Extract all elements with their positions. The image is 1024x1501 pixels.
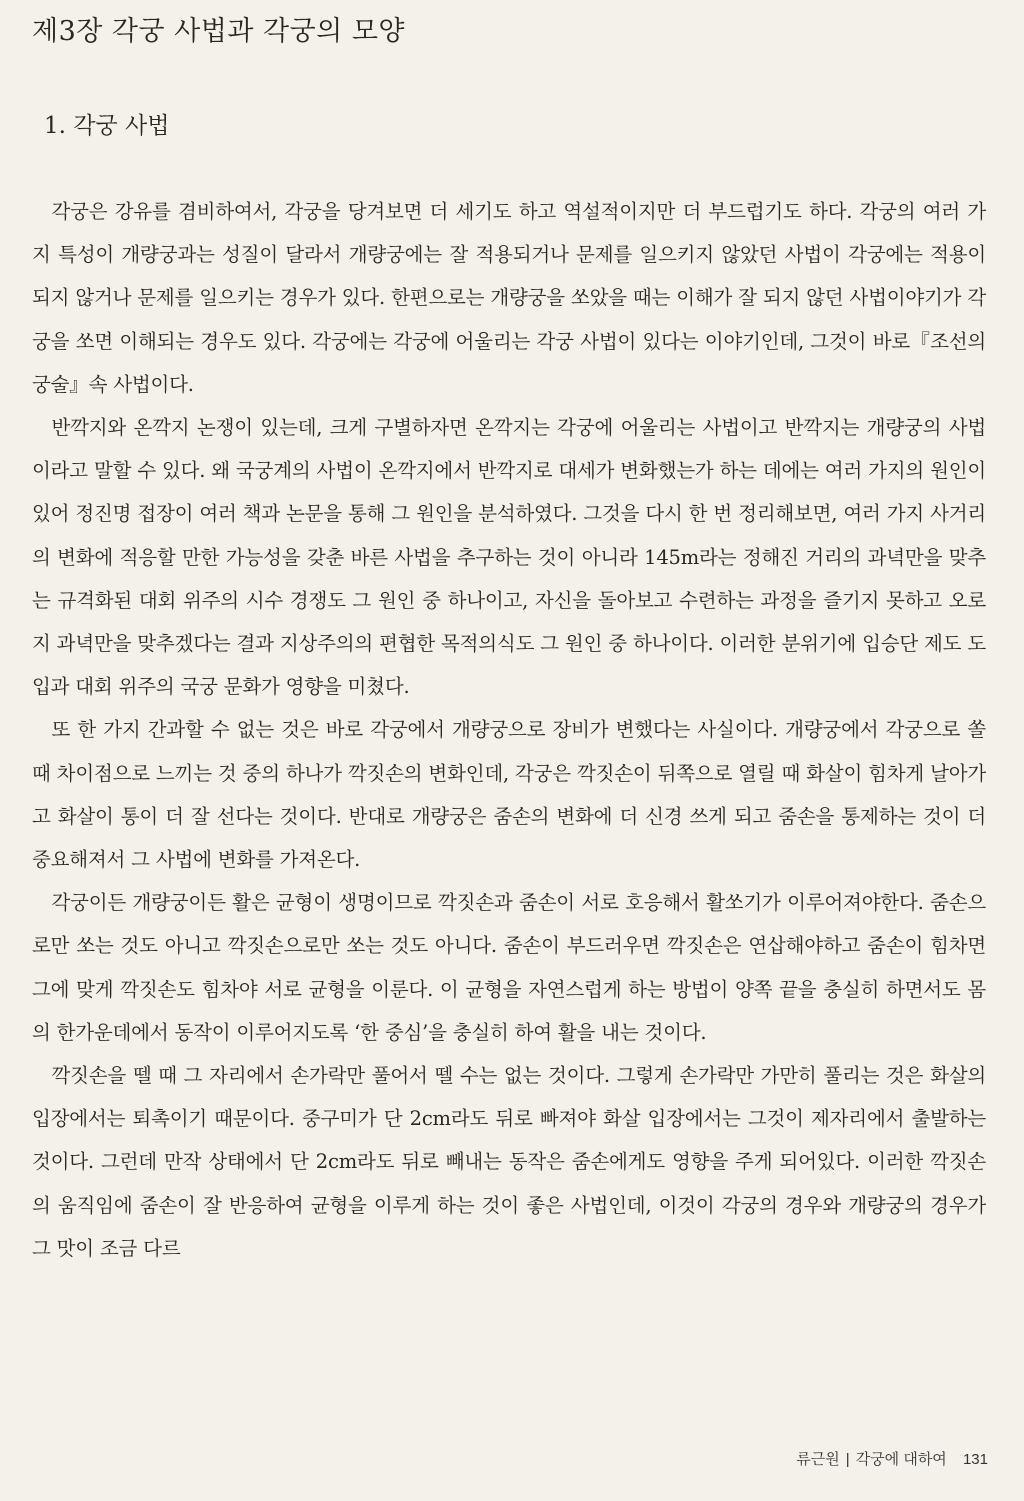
footer-author: 류근원 bbox=[796, 1451, 840, 1468]
footer-title: 각궁에 대하여 bbox=[855, 1451, 947, 1468]
section-title: 1. 각궁 사법 bbox=[44, 113, 170, 139]
body-text bbox=[32, 190, 986, 1270]
footer-separator: | bbox=[845, 1451, 850, 1468]
chapter-title: 제3장 각궁 사법과 각궁의 모양 bbox=[32, 16, 405, 47]
paragraph: 각궁이든 개량궁이든 활은 균형이 생명이므로 깍짓손과 줌손이 서로 호응해서 활쏘기가 이루어져야한다. 줌손으로만 쏘는 것도 아니고 깍짓손으로만 쏘는 것도 아니다. 줌손이 부드러우면 깍짓손은 연삽해야하고 줌손이 힘차면 그에 맞게 깍짓손도 힘차야 서로 균형을 이룬다. 이 균형을 자연스럽게 하는 방법이 양쪽 끝을 충실히 하면서도 몸의 한가운데에서 동작이 이루어지도록 ‘한 중심’을 충실히 하여 활을 내는 것이다. bbox=[32, 891, 986, 1044]
page-footer bbox=[796, 1448, 988, 1469]
paragraph: 또 한 가지 간과할 수 없는 것은 바로 각궁에서 개량궁으로 장비가 변했다는 사실이다. 개량궁에서 각궁으로 쏠 때 차이점으로 느끼는 것 중의 하나가 깍짓손의 변화인데, 각궁은 깍짓손이 뒤쪽으로 열릴 때 화살이 힘차게 날아가고 화살이 통이 더 잘 선다는 것이다. 반대로 개량궁은 줌손의 변화에 더 신경 쓰게 되고 줌손을 통제하는 것이 더 중요해져서 그 사법에 변화를 가져온다. bbox=[32, 718, 986, 872]
page-number: 131 bbox=[962, 1451, 988, 1468]
paragraph: 깍짓손을 뗄 때 그 자리에서 손가락만 풀어서 뗄 수는 없는 것이다. 그렇게 손가락만 가만히 풀리는 것은 화살의 입장에서는 퇴촉이기 때문이다. 중구미가 단 2cm라도 뒤로 빠져야 화살 입장에서는 그것이 제자리에서 출발하는 것이다. 그런데 만작 상태에서 단 2cm라도 뒤로 빼내는 동작은 줌손에게도 영향을 주게 되어있다. 이러한 깍짓손의 움직임에 줌손이 잘 반응하여 균형을 이루게 하는 것이 좋은 사법인데, 이것이 각궁의 경우와 개량궁의 경우가 그 맛이 조금 다르 bbox=[32, 1064, 986, 1260]
paragraph: 각궁은 강유를 겸비하여서, 각궁을 당겨보면 더 세기도 하고 역설적이지만 더 부드럽기도 하다. 각궁의 여러 가지 특성이 개량궁과는 성질이 달라서 개량궁에는 잘 적용되거나 문제를 일으키지 않았던 사법이 각궁에는 적용이 되지 않거나 문제를 일으키는 경우가 있다. 한편으로는 개량궁을 쏘았을 때는 이해가 잘 되지 않던 사법이야기가 각궁을 쏘면 이해되는 경우도 있다. 각궁에는 각궁에 어울리는 각궁 사법이 있다는 이야기인데, 그것이 바로『조선의 궁술』속 사법이다. bbox=[32, 200, 986, 396]
paragraph: 반깍지와 온깍지 논쟁이 있는데, 크게 구별하자면 온깍지는 각궁에 어울리는 사법이고 반깍지는 개량궁의 사법이라고 말할 수 있다. 왜 국궁계의 사법이 온깍지에서 반깍지로 대세가 변화했는가 하는 데에는 여러 가지의 원인이 있어 정진명 접장이 여러 책과 논문을 통해 그 원인을 분석하였다. 그것을 다시 한 번 정리해보면, 여러 가지 사거리의 변화에 적응할 만한 가능성을 갖춘 바른 사법을 추구하는 것이 아니라 145m라는 정해진 거리의 과녁만을 맞추는 규격화된 대회 위주의 시수 경쟁도 그 원인 중 하나이고, 자신을 돌아보고 수련하는 과정을 즐기지 못하고 오로지 과녁만을 맞추겠다는 결과 지상주의의 편협한 목적의식도 그 원인 중 하나이다. 이러한 분위기에 입승단 제도 도입과 대회 위주의 국궁 문화가 영향을 미쳤다. bbox=[32, 416, 986, 699]
